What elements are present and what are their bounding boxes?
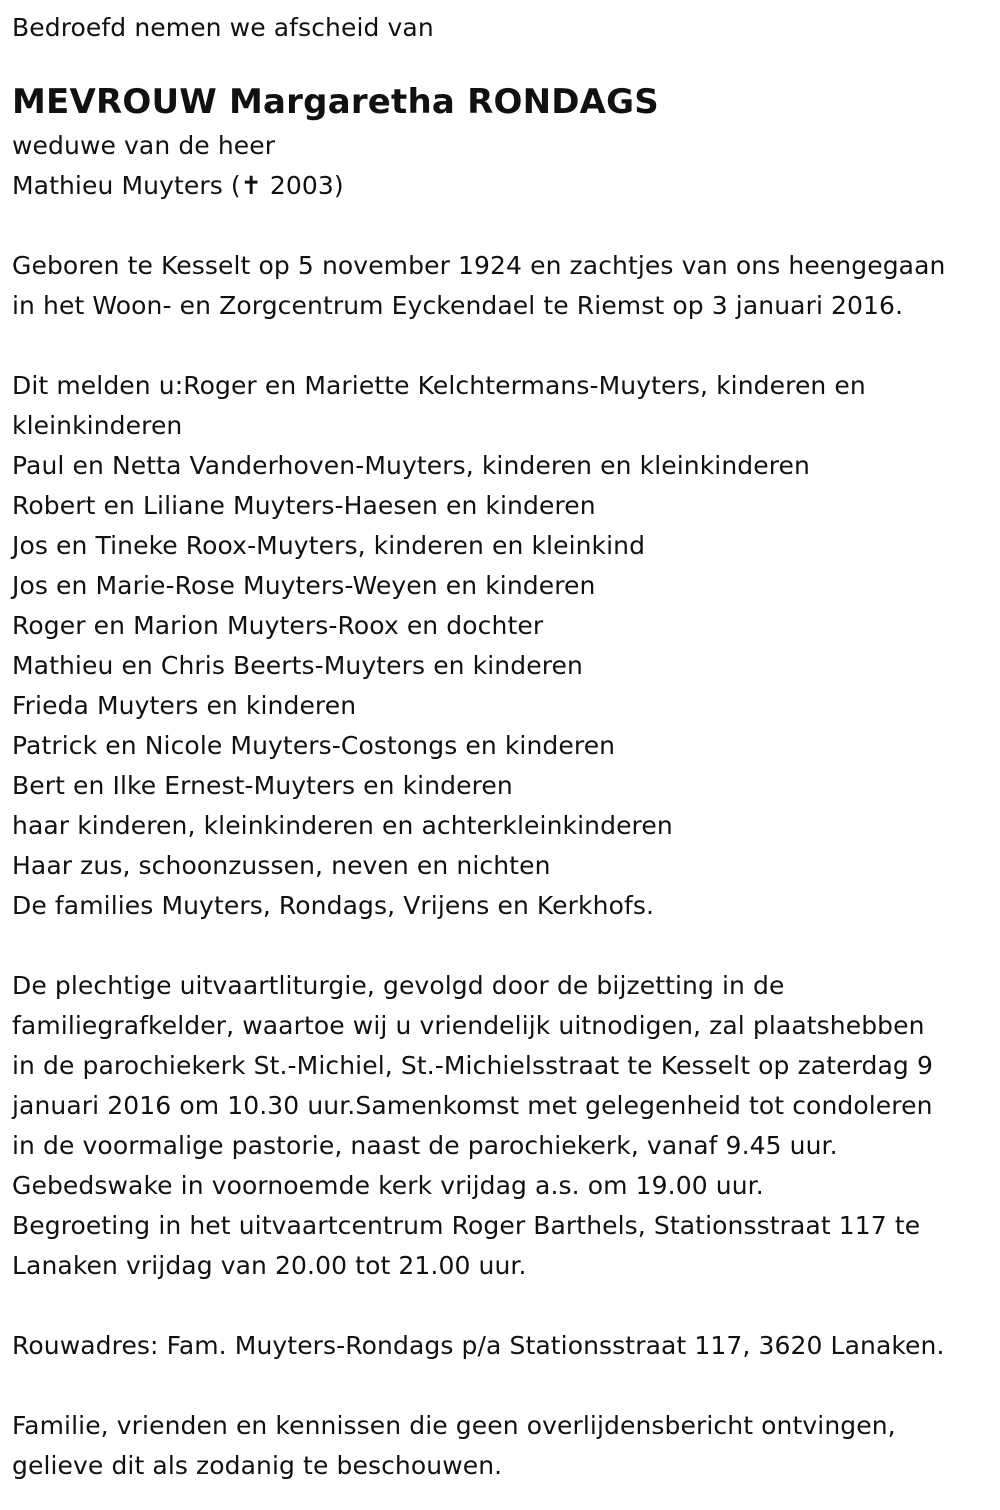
ceremony-paragraph: [12, 966, 988, 1286]
announcer-line: Frieda Muyters en kinderen: [12, 691, 357, 720]
mourning-address: Rouwadres: Fam. Muyters-Rondags p/a Stationsstraat 117, 3620 Lanaken.: [12, 1331, 945, 1360]
announcer-line: Dit melden u:Roger en Mariette Kelchtermans-Muyters, kinderen en: [12, 371, 866, 400]
address-paragraph: [12, 1326, 988, 1366]
announcer-line: Mathieu en Chris Beerts-Muyters en kinderen: [12, 651, 583, 680]
ceremony-line: in de voormalige pastorie, naast de parochiekerk, vanaf 9.45 uur.: [12, 1131, 838, 1160]
ceremony-line: Gebedswake in voornoemde kerk vrijdag a.s. om 19.00 uur.: [12, 1171, 764, 1200]
ceremony-line: in de parochiekerk St.-Michiel, St.-Michielsstraat te Kesselt op zaterdag 9: [12, 1051, 933, 1080]
widow-line: weduwe van de heer: [12, 131, 276, 160]
announcer-line: Patrick en Nicole Muyters-Costongs en kinderen: [12, 731, 616, 760]
announcer-line: Paul en Netta Vanderhoven-Muyters, kinderen en kleinkinderen: [12, 451, 810, 480]
deceased-name: MEVROUW Margaretha RONDAGS: [12, 82, 659, 122]
announcers-list: [12, 366, 988, 926]
closing-paragraph: [12, 1406, 988, 1486]
announcer-line: Roger en Marion Muyters-Roox en dochter: [12, 611, 544, 640]
announcer-line: Robert en Liliane Muyters-Haesen en kinderen: [12, 491, 596, 520]
ceremony-line: Lanaken vrijdag van 20.00 tot 21.00 uur.: [12, 1251, 527, 1280]
closing-line: gelieve dit als zodanig te beschouwen.: [12, 1451, 503, 1480]
announcer-line: Haar zus, schoonzussen, neven en nichten: [12, 851, 551, 880]
closing-line: Familie, vrienden en kennissen die geen overlijdensbericht ontvingen,: [12, 1411, 896, 1440]
announcer-line: kleinkinderen: [12, 411, 183, 440]
announcer-line: haar kinderen, kleinkinderen en achterkleinkinderen: [12, 811, 673, 840]
spouse-line: Mathieu Muyters (✝ 2003): [12, 171, 344, 200]
announcer-line: Jos en Tineke Roox-Muyters, kinderen en kleinkind: [12, 531, 646, 560]
announcer-line: Jos en Marie-Rose Muyters-Weyen en kinderen: [12, 571, 596, 600]
birth-death-paragraph: [12, 246, 988, 326]
ceremony-line: familiegrafkelder, waartoe wij u vriendelijk uitnodigen, zal plaatshebben: [12, 1011, 925, 1040]
ceremony-line: Begroeting in het uitvaartcentrum Roger Barthels, Stationsstraat 117 te: [12, 1211, 921, 1240]
paragraph-line: in het Woon- en Zorgcentrum Eyckendael te Riemst op 3 januari 2016.: [12, 291, 904, 320]
intro-text: Bedroefd nemen we afscheid van: [12, 13, 434, 42]
ceremony-line: januari 2016 om 10.30 uur.Samenkomst met gelegenheid tot condoleren: [12, 1091, 933, 1120]
announcer-line: De families Muyters, Rondags, Vrijens en Kerkhofs.: [12, 891, 655, 920]
announcer-line: Bert en Ilke Ernest-Muyters en kinderen: [12, 771, 513, 800]
paragraph-line: Geboren te Kesselt op 5 november 1924 en zachtjes van ons heengegaan: [12, 251, 946, 280]
ceremony-line: De plechtige uitvaartliturgie, gevolgd door de bijzetting in de: [12, 971, 785, 1000]
